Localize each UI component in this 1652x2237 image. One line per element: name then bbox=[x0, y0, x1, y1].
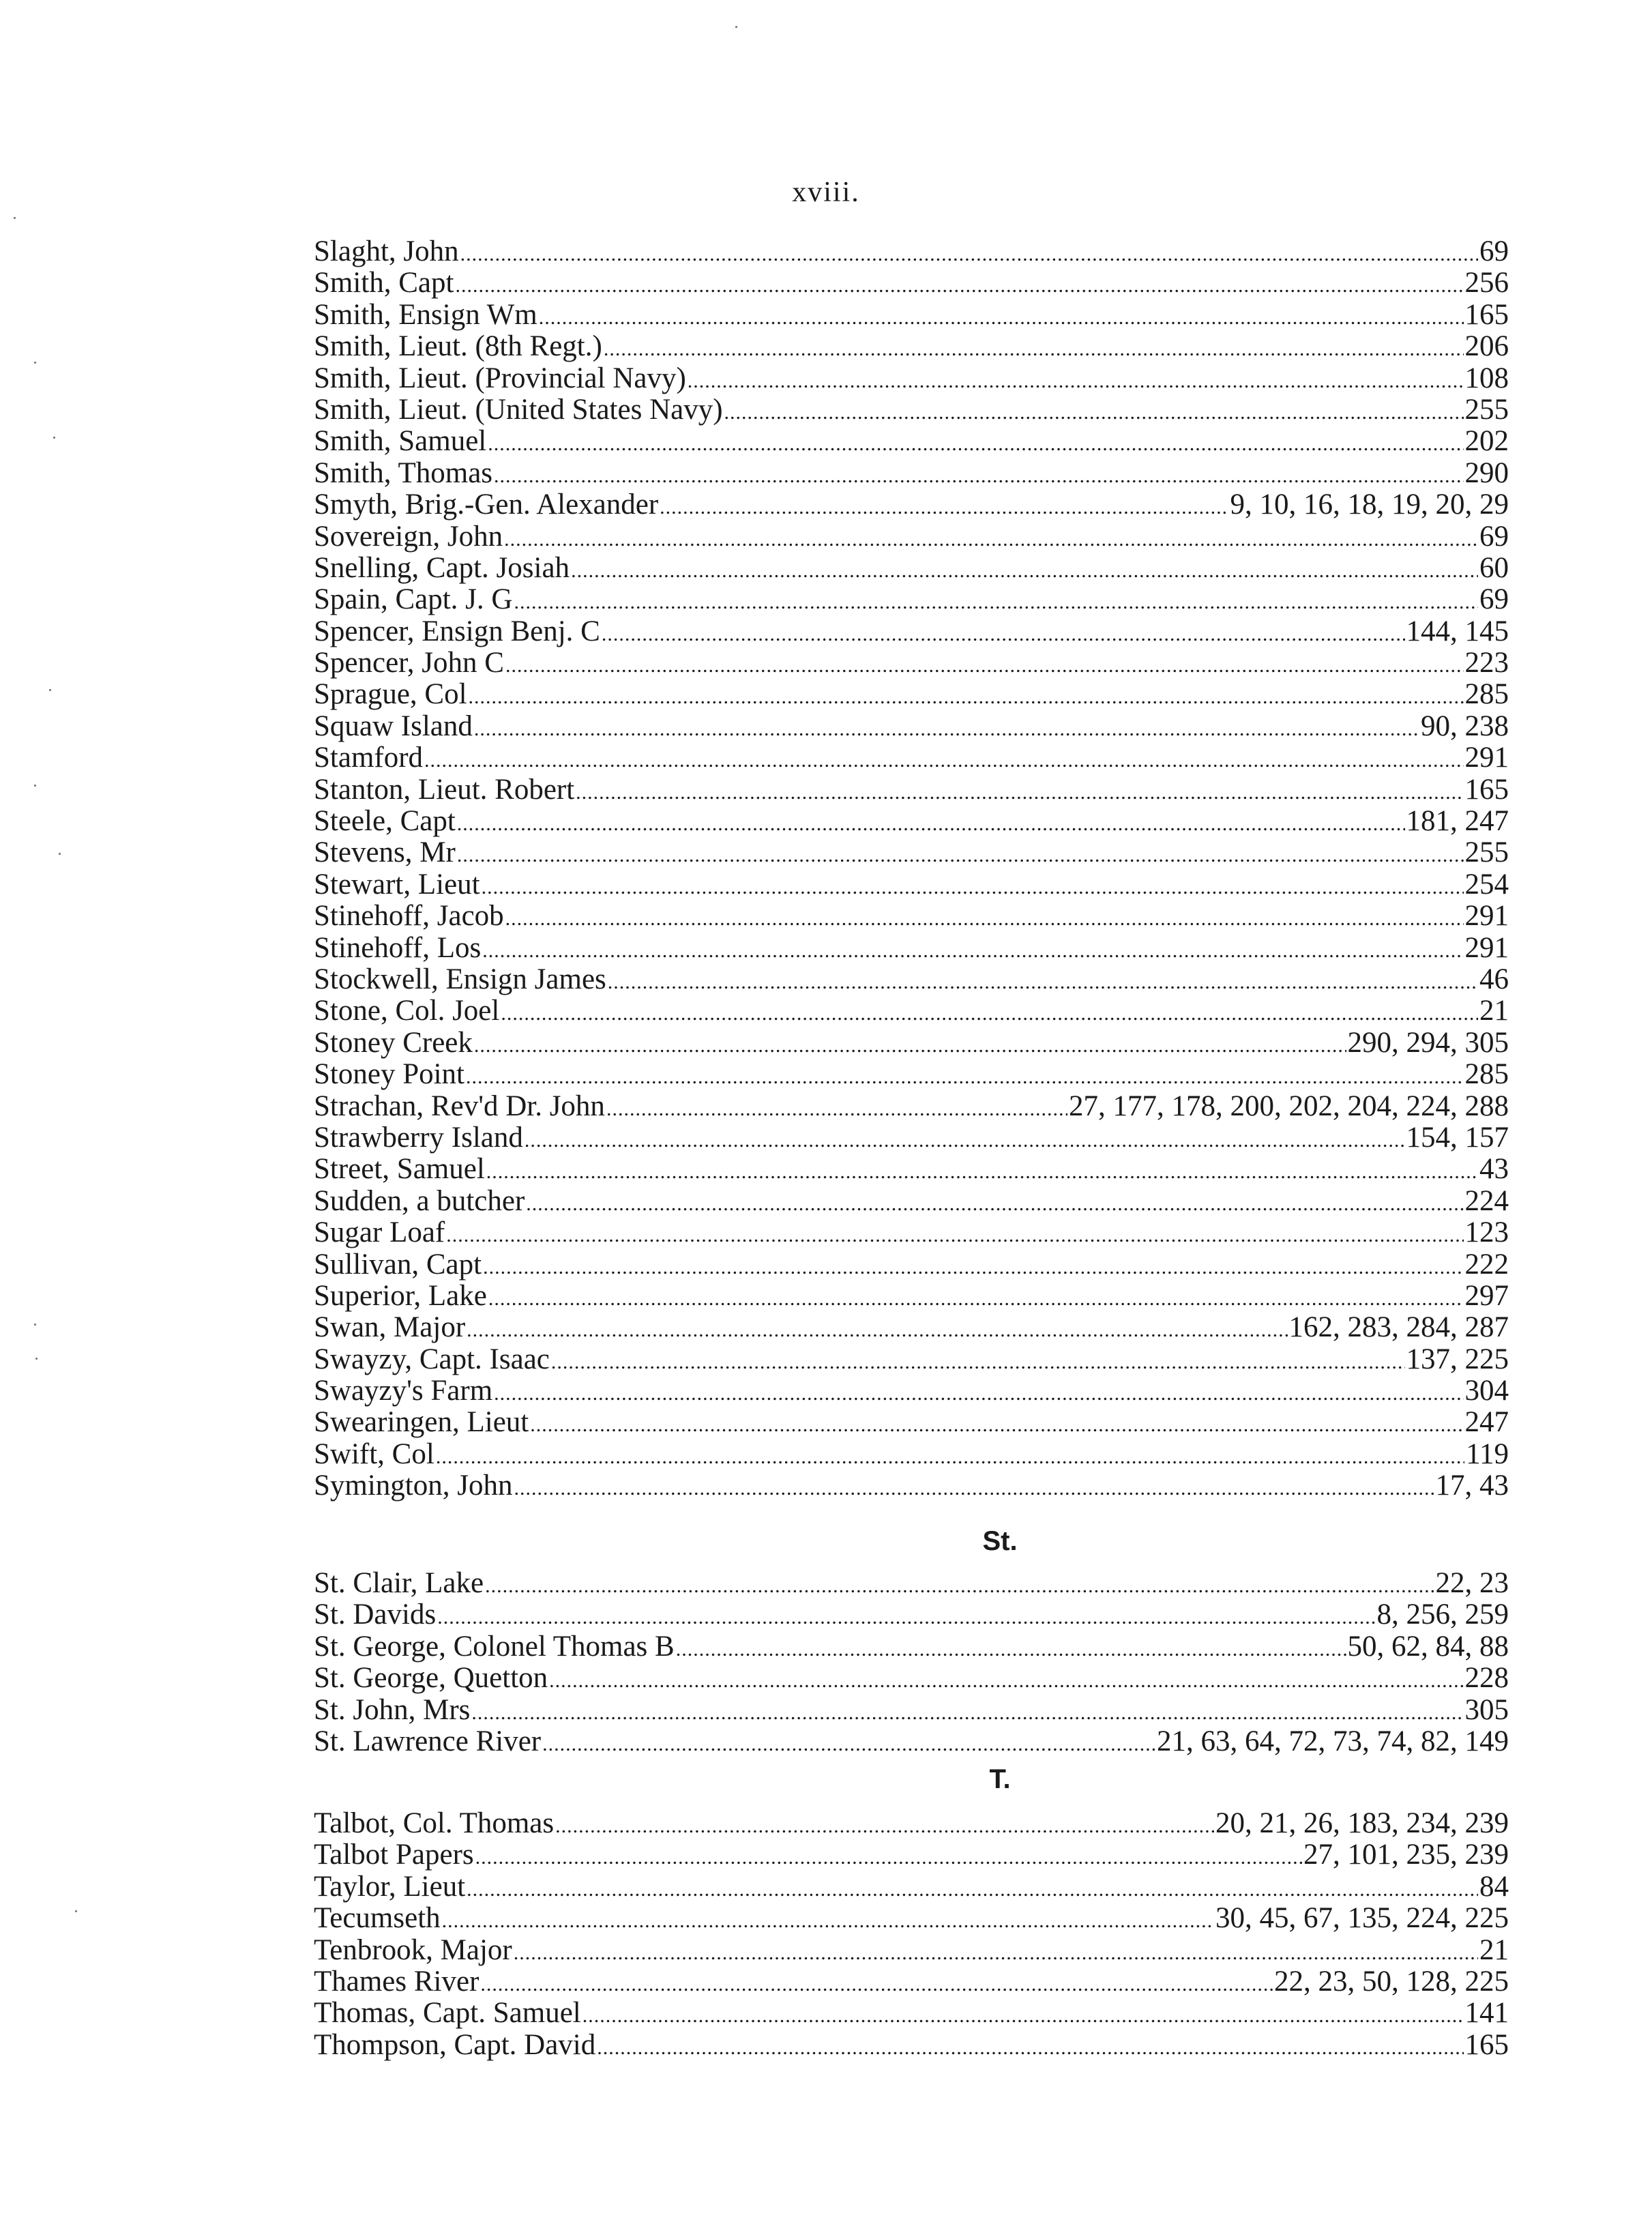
index-entry bbox=[314, 1568, 1509, 1599]
index-entry bbox=[314, 1966, 1509, 1998]
entry-pages: 285 bbox=[1464, 678, 1509, 711]
index-entry bbox=[314, 1631, 1509, 1663]
scan-speck bbox=[34, 362, 36, 364]
entry-pages: 50, 62, 84, 88 bbox=[1347, 1630, 1509, 1663]
dot-leader bbox=[582, 1998, 1464, 2032]
entry-name: Thompson, Capt. David bbox=[314, 2028, 596, 2061]
index-entry bbox=[314, 711, 1509, 742]
entry-pages: 154, 157 bbox=[1406, 1121, 1509, 1154]
entry-name: Spencer, John C bbox=[314, 647, 504, 679]
scan-speck bbox=[735, 26, 737, 28]
entry-pages: 22, 23, 50, 128, 225 bbox=[1274, 1965, 1509, 1998]
index-section-st bbox=[314, 1568, 1509, 1757]
entry-pages: 206 bbox=[1464, 330, 1509, 363]
index-entry bbox=[314, 267, 1509, 299]
index-entry bbox=[314, 616, 1509, 647]
index-entry bbox=[314, 964, 1509, 995]
entry-pages: 69 bbox=[1479, 235, 1509, 267]
entry-name: Stinehoff, Jacob bbox=[314, 900, 504, 933]
entry-name: Sudden, a butcher bbox=[314, 1184, 525, 1217]
entry-pages: 224 bbox=[1464, 1184, 1509, 1217]
index-entry bbox=[314, 1808, 1509, 1839]
index-entry bbox=[314, 933, 1509, 964]
entry-name: Smith, Ensign Wm bbox=[314, 298, 537, 331]
entry-pages: 9, 10, 16, 18, 19, 20, 29 bbox=[1230, 488, 1509, 521]
dot-leader bbox=[530, 1407, 1463, 1441]
entry-pages: 20, 21, 26, 183, 234, 239 bbox=[1215, 1807, 1509, 1839]
entry-name: Squaw Island bbox=[314, 710, 473, 742]
index-entry bbox=[314, 363, 1509, 394]
scan-speck bbox=[59, 853, 61, 855]
entry-pages: 30, 45, 67, 135, 224, 225 bbox=[1215, 1902, 1509, 1935]
dot-leader bbox=[457, 837, 1464, 871]
entry-pages: 291 bbox=[1464, 931, 1509, 964]
entry-name: Smith, Thomas bbox=[314, 456, 493, 489]
entry-name: Stoney Point bbox=[314, 1058, 465, 1091]
entry-pages: 137, 225 bbox=[1406, 1343, 1509, 1375]
entry-name: Thames River bbox=[314, 1965, 480, 1998]
dot-leader bbox=[466, 1059, 1463, 1093]
entry-name: St. John, Mrs bbox=[314, 1693, 471, 1726]
entry-name: Symington, John bbox=[314, 1470, 513, 1502]
dot-leader bbox=[555, 1808, 1214, 1842]
entry-pages: 290 bbox=[1464, 456, 1509, 489]
entry-pages: 223 bbox=[1464, 647, 1509, 679]
index-entry bbox=[314, 1281, 1509, 1312]
dot-leader bbox=[504, 521, 1478, 555]
dot-leader bbox=[526, 1186, 1463, 1220]
index-entry bbox=[314, 1027, 1509, 1059]
entry-name: Strawberry Island bbox=[314, 1121, 523, 1154]
entry-pages: 119 bbox=[1466, 1437, 1509, 1470]
entry-name: Superior, Lake bbox=[314, 1279, 487, 1312]
entry-name: Stewart, Lieut bbox=[314, 868, 480, 901]
entry-name: Sullivan, Capt bbox=[314, 1248, 482, 1281]
entry-name: Stone, Col. Joel bbox=[314, 995, 500, 1027]
entry-pages: 84 bbox=[1479, 1870, 1509, 1903]
entry-pages: 27, 101, 235, 239 bbox=[1303, 1839, 1509, 1871]
index-entry bbox=[314, 1871, 1509, 1903]
entry-pages: 8, 256, 259 bbox=[1376, 1598, 1509, 1631]
dot-leader bbox=[424, 742, 1463, 776]
entry-name: Talbot, Col. Thomas bbox=[314, 1807, 555, 1839]
dot-leader bbox=[474, 1027, 1346, 1062]
entry-name: Stinehoff, Los bbox=[314, 931, 482, 964]
entry-pages: 69 bbox=[1479, 583, 1509, 616]
index-entry bbox=[314, 426, 1509, 457]
entry-pages: 255 bbox=[1464, 393, 1509, 426]
entry-name: Tenbrook, Major bbox=[314, 1933, 512, 1966]
dot-leader bbox=[660, 489, 1228, 523]
entry-pages: 256 bbox=[1464, 267, 1509, 299]
dot-leader bbox=[514, 1470, 1434, 1504]
dot-leader bbox=[604, 331, 1464, 365]
entry-pages: 60 bbox=[1479, 551, 1509, 584]
index-entry bbox=[314, 742, 1509, 774]
entry-name: Spencer, Ensign Benj. C bbox=[314, 615, 600, 647]
index-entry bbox=[314, 1470, 1509, 1502]
dot-leader bbox=[549, 1663, 1463, 1697]
entry-name: Taylor, Lieut bbox=[314, 1870, 466, 1903]
dot-leader bbox=[597, 2030, 1463, 2064]
dot-leader bbox=[446, 1217, 1463, 1251]
index-entry bbox=[314, 774, 1509, 806]
entry-pages: 21 bbox=[1479, 1933, 1509, 1966]
dot-leader bbox=[488, 426, 1463, 460]
dot-leader bbox=[467, 1871, 1478, 1905]
entry-pages: 46 bbox=[1479, 963, 1509, 995]
index-entry bbox=[314, 1375, 1509, 1407]
dot-leader bbox=[486, 1154, 1478, 1188]
scan-speck bbox=[49, 689, 51, 691]
dot-leader bbox=[471, 1695, 1463, 1729]
dot-leader bbox=[482, 869, 1464, 903]
entry-pages: 291 bbox=[1464, 742, 1509, 774]
scan-speck bbox=[14, 217, 16, 219]
entry-name: Sovereign, John bbox=[314, 520, 503, 553]
index-entry bbox=[314, 1217, 1509, 1248]
index-entry bbox=[314, 869, 1509, 901]
entry-name: Smith, Capt bbox=[314, 267, 454, 299]
entry-pages: 222 bbox=[1464, 1248, 1509, 1281]
index-entry bbox=[314, 394, 1509, 426]
entry-name: Swearingen, Lieut bbox=[314, 1406, 529, 1439]
dot-leader bbox=[469, 679, 1464, 713]
entry-pages: 21 bbox=[1479, 995, 1509, 1027]
index-entry bbox=[314, 1154, 1509, 1185]
entry-pages: 144, 145 bbox=[1406, 615, 1509, 647]
entry-pages: 108 bbox=[1464, 362, 1509, 394]
entry-name: Stamford bbox=[314, 742, 424, 774]
dot-leader bbox=[480, 1966, 1273, 2000]
entry-pages: 165 bbox=[1464, 298, 1509, 331]
entry-name: St. George, Colonel Thomas B bbox=[314, 1630, 675, 1663]
dot-leader bbox=[576, 774, 1463, 808]
entry-name: Sugar Loaf bbox=[314, 1216, 445, 1249]
entry-pages: 21, 63, 64, 72, 73, 74, 82, 149 bbox=[1157, 1725, 1509, 1757]
entry-pages: 165 bbox=[1464, 2028, 1509, 2061]
entry-name: Smith, Samuel bbox=[314, 425, 487, 458]
entry-pages: 165 bbox=[1464, 773, 1509, 806]
index-entry bbox=[314, 1091, 1509, 1122]
scan-speck bbox=[53, 437, 55, 439]
entry-pages: 17, 43 bbox=[1435, 1470, 1509, 1502]
entry-name: Sprague, Col bbox=[314, 678, 467, 711]
index-entry bbox=[314, 1903, 1509, 1934]
entry-pages: 285 bbox=[1464, 1058, 1509, 1091]
dot-leader bbox=[505, 901, 1464, 935]
dot-leader bbox=[494, 1375, 1463, 1409]
dot-leader bbox=[457, 806, 1405, 840]
dot-leader bbox=[488, 1281, 1464, 1315]
index-entry bbox=[314, 1186, 1509, 1217]
dot-leader bbox=[724, 394, 1464, 428]
entry-pages: 255 bbox=[1464, 836, 1509, 869]
section-heading-t: T. bbox=[989, 1764, 1011, 1794]
index-entry bbox=[314, 584, 1509, 615]
entry-name: Thomas, Capt. Samuel bbox=[314, 1997, 581, 2030]
entry-name: St. Clair, Lake bbox=[314, 1567, 484, 1599]
entry-name: Smith, Lieut. (United States Navy) bbox=[314, 393, 723, 426]
dot-leader bbox=[688, 363, 1464, 397]
scan-speck bbox=[75, 1910, 77, 1912]
entry-name: Stoney Creek bbox=[314, 1026, 473, 1059]
entry-name: Talbot Papers bbox=[314, 1839, 474, 1871]
dot-leader bbox=[525, 1122, 1405, 1156]
index-entry bbox=[314, 995, 1509, 1027]
entry-pages: 202 bbox=[1464, 425, 1509, 458]
entry-name: Swan, Major bbox=[314, 1311, 466, 1344]
index-entry bbox=[314, 1695, 1509, 1726]
section-heading-st: St. bbox=[982, 1526, 1018, 1556]
entry-name: Tecumseth bbox=[314, 1902, 441, 1935]
entry-pages: 181, 247 bbox=[1406, 805, 1509, 838]
scan-speck bbox=[34, 1324, 36, 1326]
entry-name: Stockwell, Ensign James bbox=[314, 963, 606, 995]
entry-pages: 254 bbox=[1464, 868, 1509, 901]
entry-name: Smith, Lieut. (Provincial Navy) bbox=[314, 362, 686, 394]
entry-pages: 43 bbox=[1479, 1153, 1509, 1186]
index-entry bbox=[314, 236, 1509, 267]
index-entry bbox=[314, 1998, 1509, 2029]
index-section-s bbox=[314, 236, 1509, 1502]
entry-pages: 69 bbox=[1479, 520, 1509, 553]
index-entry bbox=[314, 1312, 1509, 1343]
index-entry bbox=[314, 1663, 1509, 1694]
index-entry bbox=[314, 1344, 1509, 1375]
index-entry bbox=[314, 299, 1509, 331]
index-entry bbox=[314, 679, 1509, 710]
dot-leader bbox=[602, 616, 1405, 650]
dot-leader bbox=[494, 458, 1463, 492]
dot-leader bbox=[474, 711, 1419, 745]
page-number: xviii. bbox=[792, 177, 860, 208]
dot-leader bbox=[467, 1312, 1287, 1346]
dot-leader bbox=[455, 267, 1463, 302]
index-entry bbox=[314, 1439, 1509, 1470]
entry-name: Swift, Col bbox=[314, 1437, 434, 1470]
index-entry bbox=[314, 1726, 1509, 1757]
dot-leader bbox=[460, 236, 1478, 270]
entry-name: Swayzy, Capt. Isaac bbox=[314, 1343, 550, 1375]
dot-leader bbox=[483, 1249, 1463, 1283]
index-entry bbox=[314, 806, 1509, 837]
index-entry bbox=[314, 489, 1509, 521]
dot-leader bbox=[436, 1439, 1464, 1473]
entry-pages: 123 bbox=[1464, 1216, 1509, 1249]
index-entry bbox=[314, 1935, 1509, 1966]
entry-pages: 305 bbox=[1464, 1693, 1509, 1726]
dot-leader bbox=[442, 1903, 1214, 1937]
entry-name: Strachan, Rev'd Dr. John bbox=[314, 1090, 605, 1122]
entry-pages: 22, 23 bbox=[1435, 1567, 1509, 1599]
index-entry bbox=[314, 458, 1509, 489]
entry-name: Spain, Capt. J. G bbox=[314, 583, 513, 616]
dot-leader bbox=[608, 964, 1478, 998]
index-entry bbox=[314, 1122, 1509, 1154]
entry-name: Slaght, John bbox=[314, 235, 459, 267]
dot-leader bbox=[437, 1599, 1375, 1633]
index-entry bbox=[314, 521, 1509, 553]
index-entry bbox=[314, 1599, 1509, 1631]
entry-name: St. George, Quetton bbox=[314, 1662, 548, 1695]
entry-name: Snelling, Capt. Josiah bbox=[314, 551, 570, 584]
entry-name: Swayzy's Farm bbox=[314, 1375, 493, 1407]
dot-leader bbox=[475, 1839, 1302, 1873]
dot-leader bbox=[606, 1091, 1067, 1125]
scan-speck bbox=[35, 1358, 38, 1360]
entry-name: Street, Samuel bbox=[314, 1153, 485, 1186]
entry-pages: 304 bbox=[1464, 1375, 1509, 1407]
dot-leader bbox=[501, 995, 1478, 1029]
dot-leader bbox=[542, 1726, 1155, 1760]
entry-pages: 297 bbox=[1464, 1279, 1509, 1312]
entry-name: St. Lawrence River bbox=[314, 1725, 542, 1757]
index-entry bbox=[314, 331, 1509, 362]
entry-pages: 247 bbox=[1464, 1406, 1509, 1439]
dot-leader bbox=[482, 933, 1463, 967]
index-entry bbox=[314, 1059, 1509, 1090]
entry-name: St. Davids bbox=[314, 1598, 437, 1631]
dot-leader bbox=[514, 1935, 1478, 1969]
index-entry bbox=[314, 553, 1509, 584]
scan-speck bbox=[34, 785, 36, 787]
entry-pages: 291 bbox=[1464, 900, 1509, 933]
dot-leader bbox=[676, 1631, 1346, 1665]
entry-pages: 290, 294, 305 bbox=[1347, 1026, 1509, 1059]
index-entry bbox=[314, 1839, 1509, 1871]
entry-name: Stevens, Mr bbox=[314, 836, 456, 869]
entry-name: Smith, Lieut. (8th Regt.) bbox=[314, 330, 602, 363]
dot-leader bbox=[514, 584, 1478, 618]
entry-name: Steele, Capt bbox=[314, 805, 456, 838]
dot-leader bbox=[551, 1344, 1405, 1378]
entry-pages: 141 bbox=[1464, 1997, 1509, 2030]
entry-pages: 27, 177, 178, 200, 202, 204, 224, 288 bbox=[1069, 1090, 1509, 1122]
index-section-t bbox=[314, 1808, 1509, 2061]
entry-pages: 228 bbox=[1464, 1662, 1509, 1695]
index-entry bbox=[314, 837, 1509, 868]
dot-leader bbox=[571, 553, 1478, 587]
dot-leader bbox=[539, 299, 1464, 334]
index-entry bbox=[314, 901, 1509, 932]
entry-name: Smyth, Brig.-Gen. Alexander bbox=[314, 488, 659, 521]
index-entry bbox=[314, 1249, 1509, 1281]
entry-pages: 90, 238 bbox=[1421, 710, 1509, 742]
entry-name: Stanton, Lieut. Robert bbox=[314, 773, 575, 806]
index-entry bbox=[314, 1407, 1509, 1438]
entry-pages: 162, 283, 284, 287 bbox=[1288, 1311, 1509, 1344]
index-entry bbox=[314, 647, 1509, 679]
dot-leader bbox=[485, 1568, 1434, 1602]
dot-leader bbox=[505, 647, 1464, 682]
index-entry bbox=[314, 2030, 1509, 2061]
